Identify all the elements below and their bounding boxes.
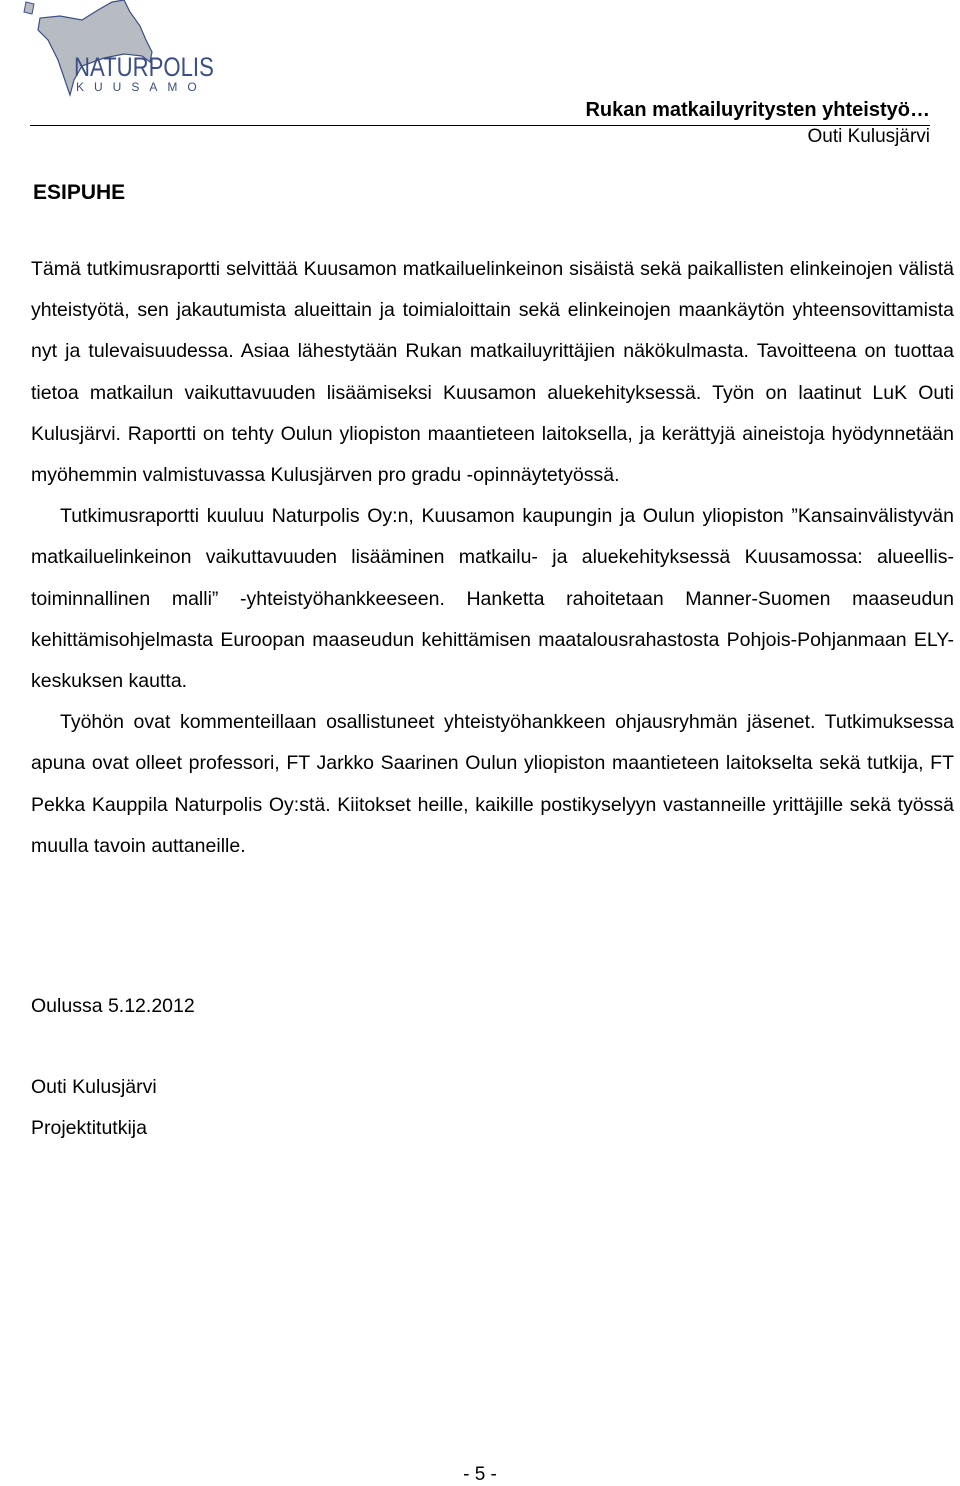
signature-role: Projektitutkija [31, 1117, 147, 1139]
paragraph-1: Tämä tutkimusraportti selvittää Kuusamon matkailuelinkeinon sisäistä sekä paikallisten elinkeinojen välistä yhteistyötä, sen jakautumista alueittain ja toimialoittain sekä elinkeinojen maankäytön yhteensovittamista nyt ja tulevaisuudessa. Asiaa lähestytään Rukan matkailuyrittäjien näkökulmasta. Tavoitteena on tuottaa tietoa matkailun vaikuttavuuden lisäämiseksi Kuusamon aluekehityksessä. Työn on laatinut LuK Outi Kulusjärvi. Raportti on tehty Oulun yliopiston maantieteen laitoksella, ja kerättyjä aineistoja hyödynnetään myöhemmin valmistuvassa Kulusjärven pro gradu -opinnäytetyössä. [31, 258, 954, 487]
running-header [585, 96, 930, 124]
section-heading: ESIPUHE [33, 181, 126, 204]
place-date: Oulussa 5.12.2012 [31, 995, 195, 1017]
body-text [31, 249, 954, 867]
logo-wordmark: NATURPOLIS [74, 52, 214, 82]
header-author: Outi Kulusjärvi [807, 126, 930, 147]
logo-subtitle: KUUSAMO [76, 80, 207, 94]
header-rule [30, 125, 930, 126]
signature-name: Outi Kulusjärvi [31, 1076, 157, 1098]
page-number: - 5 - [463, 1464, 497, 1485]
paragraph-2: Tutkimusraportti kuuluu Naturpolis Oy:n, Kuusamon kaupungin ja Oulun yliopiston ”Kansainvälistyvän matkailuelinkeinon vaikuttavuuden lisääminen matkailu- ja aluekehityksessä Kuusamossa: alueellis-toiminnallinen malli” -yhteistyöhankkeeseen. Hanketta rahoitetaan Manner-Suomen maaseudun kehittämisohjelmasta Euroopan maaseudun kehittämisen maatalousrahastosta Pohjois-Pohjanmaan ELY-keskuksen kautta. [31, 505, 954, 693]
naturpolis-logo [20, 0, 220, 110]
header-title: Rukan matkailuyritysten yhteistyö… [585, 99, 930, 121]
paragraph-3: Työhön ovat kommenteillaan osallistuneet yhteistyöhankkeen ohjausryhmän jäsenet. Tutkimuksessa apuna ovat olleet professori, FT Jarkko Saarinen Oulun yliopiston maantieteen laitokselta sekä tutkija, FT Pekka Kauppila Naturpolis Oy:stä. Kiitokset heille, kaikille postikyselyyn vastanneille yrittäjille sekä työssä muulla tavoin auttaneille. [31, 711, 954, 857]
